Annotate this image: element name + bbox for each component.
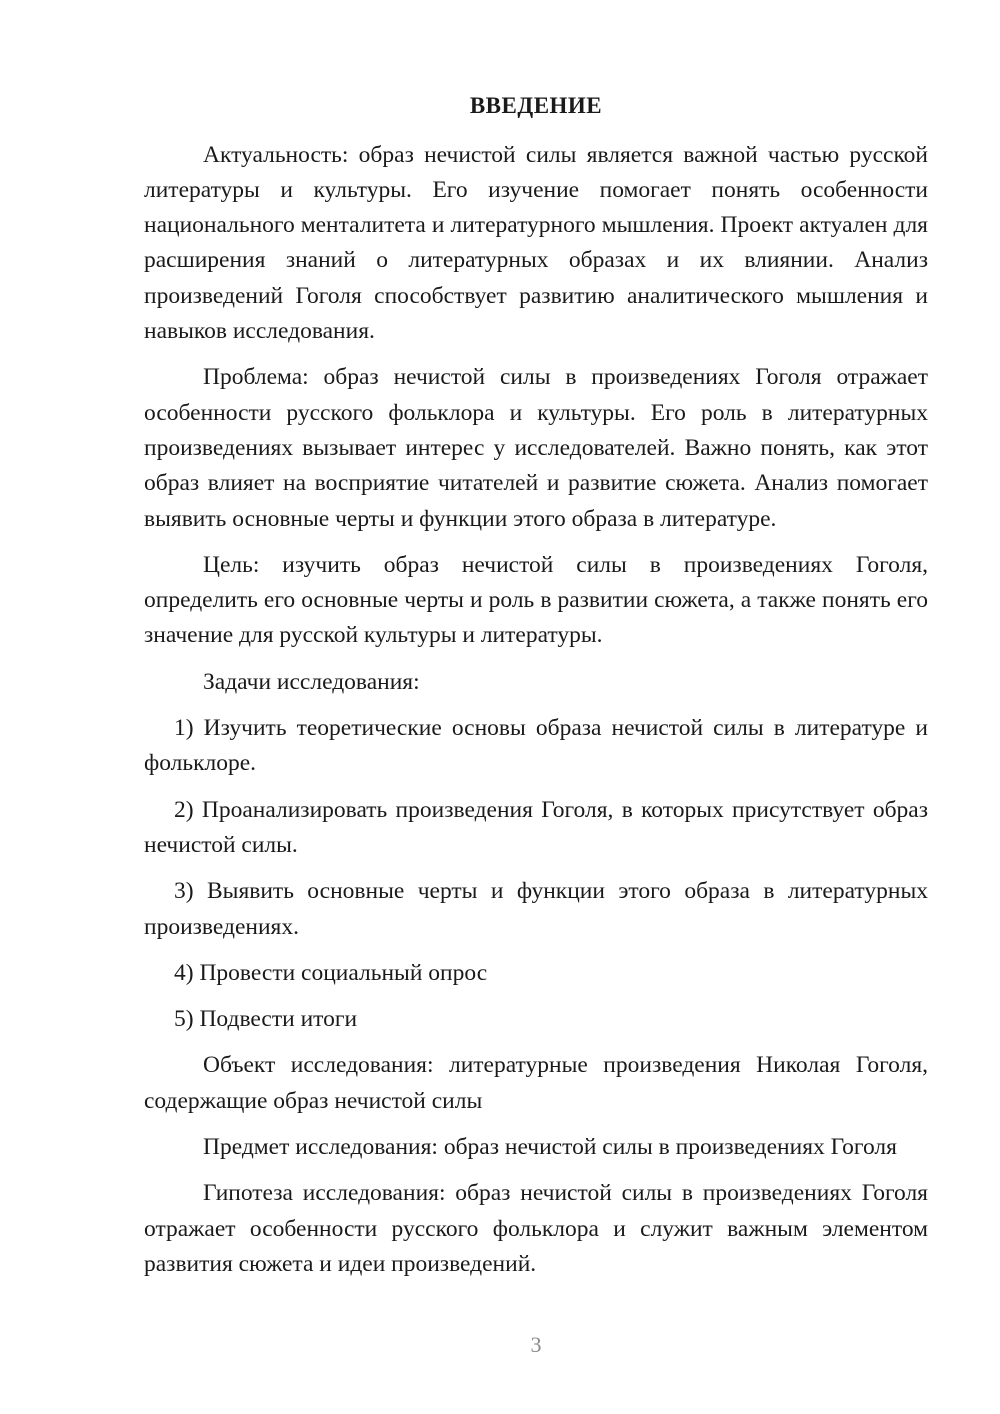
task-item-5: 5) Подвести итоги bbox=[174, 1006, 358, 1033]
section-heading: ВВЕДЕНИЕ bbox=[469, 93, 603, 118]
page-content bbox=[144, 92, 928, 1293]
task-item-1: 1) Изучить теоретические основы образа нечистой силы в литературе и фольклоре. bbox=[144, 715, 928, 777]
problem-paragraph: Проблема: образ нечистой силы в произведениях Гоголя отражает особенности русского фольклора и культуры. Его роль в литературных произведениях вызывает интерес у исследователей. Важно понять, как этот образ влияет на восприятие читателей и развитие сюжета. Анализ помогает выявить основные черты и функции этого образа в литературе. bbox=[144, 364, 928, 532]
object-paragraph: Объект исследования: литературные произведения Николая Гоголя, содержащие образ нечистой силы bbox=[144, 1052, 928, 1114]
relevance-paragraph: Актуальность: образ нечистой силы является важной частью русской литературы и культуры. Его изучение помогает понять особенности национального менталитета и литературного мышления. Проект актуален для расширения знаний о литературных образах и их влиянии. Анализ произведений Гоголя способствует развитию аналитического мышления и навыков исследования. bbox=[144, 141, 928, 345]
tasks-title: Задачи исследования: bbox=[203, 668, 420, 695]
subject-paragraph: Предмет исследования: образ нечистой силы в произведениях Гоголя bbox=[203, 1134, 897, 1161]
task-item-4: 4) Провести социальный опрос bbox=[174, 959, 488, 986]
goal-paragraph: Цель: изучить образ нечистой силы в произведениях Гоголя, определить его основные черты и роль в развитии сюжета, а также понять его значение для русской культуры и литературы. bbox=[144, 551, 928, 649]
page-number: 3 bbox=[530, 1332, 542, 1357]
task-item-3: 3) Выявить основные черты и функции этого образа в литературных произведениях. bbox=[144, 878, 928, 940]
hypothesis-paragraph: Гипотеза исследования: образ нечистой силы в произведениях Гоголя отражает особенности русского фольклора и служит важным элементом развития сюжета и идеи произведений. bbox=[144, 1180, 928, 1277]
task-item-2: 2) Проанализировать произведения Гоголя, в которых присутствует образ нечистой силы. bbox=[144, 796, 928, 858]
